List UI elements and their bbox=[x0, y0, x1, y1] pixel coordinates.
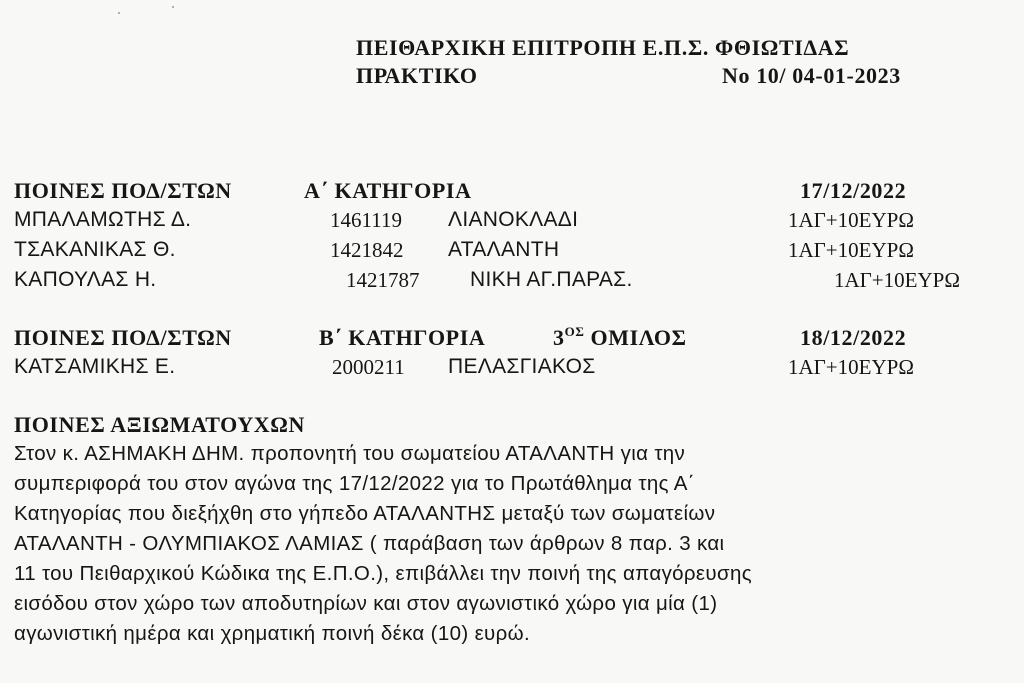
group-ordinal: ΟΣ bbox=[564, 324, 585, 339]
paragraph-line: Στον κ. ΑΣΗΜΑΚΗ ΔΗΜ. προπονητή του σωματείου ΑΤΑΛΑΝΤΗ για την bbox=[14, 442, 686, 465]
player-id: 2000211 bbox=[332, 355, 405, 379]
section-b-category: Β΄ ΚΑΤΗΓΟΡΙΑ bbox=[319, 325, 486, 350]
player-penalty: 1ΑΓ+10ΕΥΡΩ bbox=[834, 268, 960, 292]
player-id: 1421842 bbox=[330, 238, 404, 262]
paragraph-line: Κατηγορίας που διεξήχθη στο γήπεδο ΑΤΑΛΑΝΤΗΣ μεταξύ των σωματείων bbox=[14, 502, 716, 525]
paragraph-line: αγωνιστική ημέρα και χρηματική ποινή δέκα (10) ευρώ. bbox=[14, 622, 531, 645]
document-type: ΠΡΑΚΤΙΚΟ bbox=[356, 63, 478, 88]
player-penalty: 1ΑΓ+10ΕΥΡΩ bbox=[788, 238, 914, 262]
document-number: Νο 10/ 04-01-2023 bbox=[722, 63, 901, 88]
scan-speck bbox=[172, 6, 174, 8]
player-penalty: 1ΑΓ+10ΕΥΡΩ bbox=[788, 355, 914, 379]
player-team: ΑΤΑΛΑΝΤΗ bbox=[448, 238, 560, 261]
player-team: ΝΙΚΗ ΑΓ.ΠΑΡΑΣ. bbox=[470, 268, 633, 291]
section-b-title: ΠΟΙΝΕΣ ΠΟΔ/ΣΤΩΝ bbox=[14, 325, 232, 350]
player-name: ΚΑΠΟΥΛΑΣ Η. bbox=[14, 268, 157, 291]
player-name: ΜΠΑΛΑΜΩΤΗΣ Δ. bbox=[14, 208, 192, 231]
player-team: ΠΕΛΑΣΓΙΑΚΟΣ bbox=[448, 355, 596, 378]
section-a-date: 17/12/2022 bbox=[800, 178, 907, 203]
paragraph-line: 11 του Πειθαρχικού Κώδικα της Ε.Π.Ο.), επιβάλλει την ποινή της απαγόρευσης bbox=[14, 562, 752, 585]
player-team: ΛΙΑΝΟΚΛΑΔΙ bbox=[448, 208, 579, 231]
player-id: 1461119 bbox=[330, 208, 402, 232]
scan-speck bbox=[118, 12, 120, 14]
section-a-title: ΠΟΙΝΕΣ ΠΟΔ/ΣΤΩΝ bbox=[14, 178, 232, 203]
paragraph-line: εισόδου στον χώρο των αποδυτηρίων και στον αγωνιστικό χώρο για μία (1) bbox=[14, 592, 718, 615]
section-b-date: 18/12/2022 bbox=[800, 325, 907, 350]
player-penalty: 1ΑΓ+10ΕΥΡΩ bbox=[788, 208, 914, 232]
player-name: ΚΑΤΣΑΜΙΚΗΣ Ε. bbox=[14, 355, 176, 378]
group-word: ΟΜΙΛΟΣ bbox=[590, 325, 687, 350]
player-id: 1421787 bbox=[346, 268, 420, 292]
player-name: ΤΣΑΚΑΝΙΚΑΣ Θ. bbox=[14, 238, 176, 261]
section-c-title: ΠΟΙΝΕΣ ΑΞΙΩΜΑΤΟΥΧΩΝ bbox=[14, 412, 305, 437]
section-b-group bbox=[553, 325, 687, 351]
paragraph-line: συμπεριφορά του στον αγώνα της 17/12/2022 για το Πρωτάθλημα της Α΄ bbox=[14, 472, 695, 495]
committee-title: ΠΕΙΘΑΡΧΙΚΗ ΕΠΙΤΡΟΠΗ Ε.Π.Σ. ΦΘΙΩΤΙΔΑΣ bbox=[356, 35, 850, 60]
section-a-category: Α΄ ΚΑΤΗΓΟΡΙΑ bbox=[304, 178, 472, 203]
paragraph-line: ΑΤΑΛΑΝΤΗ - ΟΛΥΜΠΙΑΚΟΣ ΛΑΜΙΑΣ ( παράβαση των άρθρων 8 παρ. 3 και bbox=[14, 532, 725, 555]
group-number: 3 bbox=[553, 325, 565, 350]
